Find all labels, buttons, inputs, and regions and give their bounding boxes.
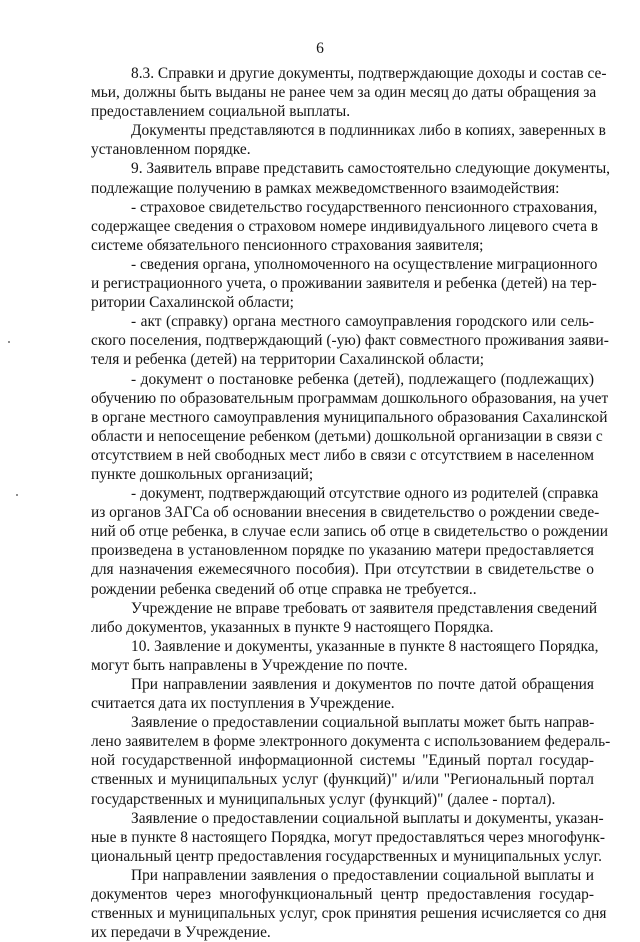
paragraph-p-act <box>91 312 609 369</box>
text-line: государственных и муниципальных услуг (функций)" (далее - портал). <box>91 790 556 808</box>
text-line: предоставлением социальной выплаты. <box>91 103 351 121</box>
paragraph-p-post-date <box>91 675 594 713</box>
text-line: 9. Заявитель вправе представить самостоятельно следующие документы, <box>131 160 611 178</box>
text-line: подлежащие получению в рамках межведомственного взаимодействия: <box>91 179 560 197</box>
text-line: Документы представляются в подлинниках либо в копиях, заверенных в <box>131 122 606 140</box>
paragraph-p-migration <box>91 255 598 312</box>
text-line: в органе местного самоуправления муниципального образования Сахалинской <box>91 408 608 426</box>
paragraph-p-parent-absence <box>91 484 609 599</box>
text-line: ные в пункте 8 настоящего Порядка, могут предоставляться через многофунк- <box>91 828 606 846</box>
text-line: пункте дошкольных организаций; <box>91 465 314 483</box>
text-line: и регистрационного учета, о проживании заявителя и ребенка (детей) на тер- <box>91 275 597 293</box>
text-line: Учреждение не вправе требовать от заявителя представления сведений <box>131 599 598 617</box>
text-line: - страховое свидетельство государственного пенсионного страхования, <box>131 198 598 216</box>
text-line: При направлении заявления и документов по почте датой обращения <box>131 676 594 693</box>
paragraph-p-mfc <box>91 809 606 866</box>
text-line: отсутствием в ней свободных мест либо в связи с отсутствием в населенном <box>91 446 594 464</box>
scan-speck <box>8 341 10 343</box>
text-line: ского поселения, подтверждающий (-ую) факт совместного проживания заяви- <box>91 332 609 350</box>
text-line: 8.3. Справки и другие документы, подтверждающие доходы и состав се- <box>131 65 607 82</box>
text-line: При направлении заявления о предоставлении социальной выплаты и <box>131 866 594 884</box>
text-line: ственных и муниципальных услуг (функций)" и/или "Региональный портал <box>91 771 594 789</box>
text-line: мьи, должны быть выданы не ранее чем за один месяц до даты обращения за <box>91 84 597 102</box>
text-line: системе обязательного пенсионного страхования заявителя; <box>91 236 484 254</box>
text-line: - документ о постановке ребенка (детей), подлежащего (подлежащих) <box>131 370 594 388</box>
text-line: Заявление о предоставлении социальной выплаты и документы, указан- <box>131 809 604 827</box>
text-line: ственных и муниципальных услуг, срок принятия решения исчисляется со дня <box>91 905 607 923</box>
paragraph-p-10 <box>91 637 599 675</box>
paragraph-p-originals <box>91 121 606 159</box>
paragraph-p-no-require <box>91 599 598 637</box>
text-line: Заявление о предоставлении социальной выплаты может быть направ- <box>131 714 595 732</box>
text-line: области и непосещение ребенком (детьми) дошкольной организации в связи с <box>91 427 603 445</box>
text-line: документов через многофункциональный центр предоставления государ- <box>91 886 594 904</box>
text-line: теля и ребенка (детей) на территории Сахалинской области; <box>91 351 485 369</box>
paragraph-p-electronic <box>91 713 611 808</box>
text-line: обучению по образовательным программам дошкольного образования, на учет <box>91 389 609 407</box>
text-line: ний об отце ребенка, в случае если запись об отце в свидетельство о рождении <box>91 523 609 541</box>
text-line: 10. Заявление и документы, указанные в пункте 8 настоящего Порядка, <box>131 637 599 655</box>
text-line: ритории Сахалинской области; <box>91 294 294 312</box>
paragraph-p-8-3 <box>91 64 607 121</box>
text-line: - документ, подтверждающий отсутствие одного из родителей (справка <box>131 485 599 503</box>
text-line: рождении ребенка сведений об отце справка не требуется.. <box>91 580 477 598</box>
document-body <box>91 64 611 942</box>
text-line: - акт (справку) органа местного самоуправления городского или сель- <box>131 313 594 331</box>
text-line: либо документов, указанных в пункте 9 настоящего Порядка. <box>91 618 494 636</box>
page-number: 6 <box>316 40 324 57</box>
paragraph-p-snils <box>91 198 599 255</box>
text-line: лено заявителем в форме электронного документа с использованием федераль- <box>91 733 611 751</box>
text-line: из органов ЗАГСа об основании внесения в свидетельство о рождении сведе- <box>91 504 600 522</box>
text-line: их передачи в Учреждение. <box>91 924 271 942</box>
scan-speck <box>16 494 18 496</box>
paragraph-p-9 <box>91 159 611 197</box>
text-line: циональный центр предоставления государственных и муниципальных услуг. <box>91 847 602 865</box>
text-line: ной государственной информационной системы "Единый портал государ- <box>91 752 594 770</box>
text-line: могут быть направлены в Учреждение по почте. <box>91 656 408 674</box>
text-line: - сведения органа, уполномоченного на осуществление миграционного <box>131 255 598 273</box>
text-line: установленном порядке. <box>91 141 251 159</box>
text-line: для назначения ежемесячного пособия). При отсутствии в свидетельстве о <box>91 561 594 579</box>
paragraph-p-mfc-term <box>91 866 607 942</box>
text-line: произведена в установленном порядке по указанию матери предоставляется <box>91 542 594 560</box>
text-line: считается дата их поступления в Учреждение. <box>91 695 395 713</box>
text-line: содержащее сведения о страховом номере индивидуального лицевого счета в <box>91 217 599 235</box>
paragraph-p-preschool <box>91 370 609 485</box>
